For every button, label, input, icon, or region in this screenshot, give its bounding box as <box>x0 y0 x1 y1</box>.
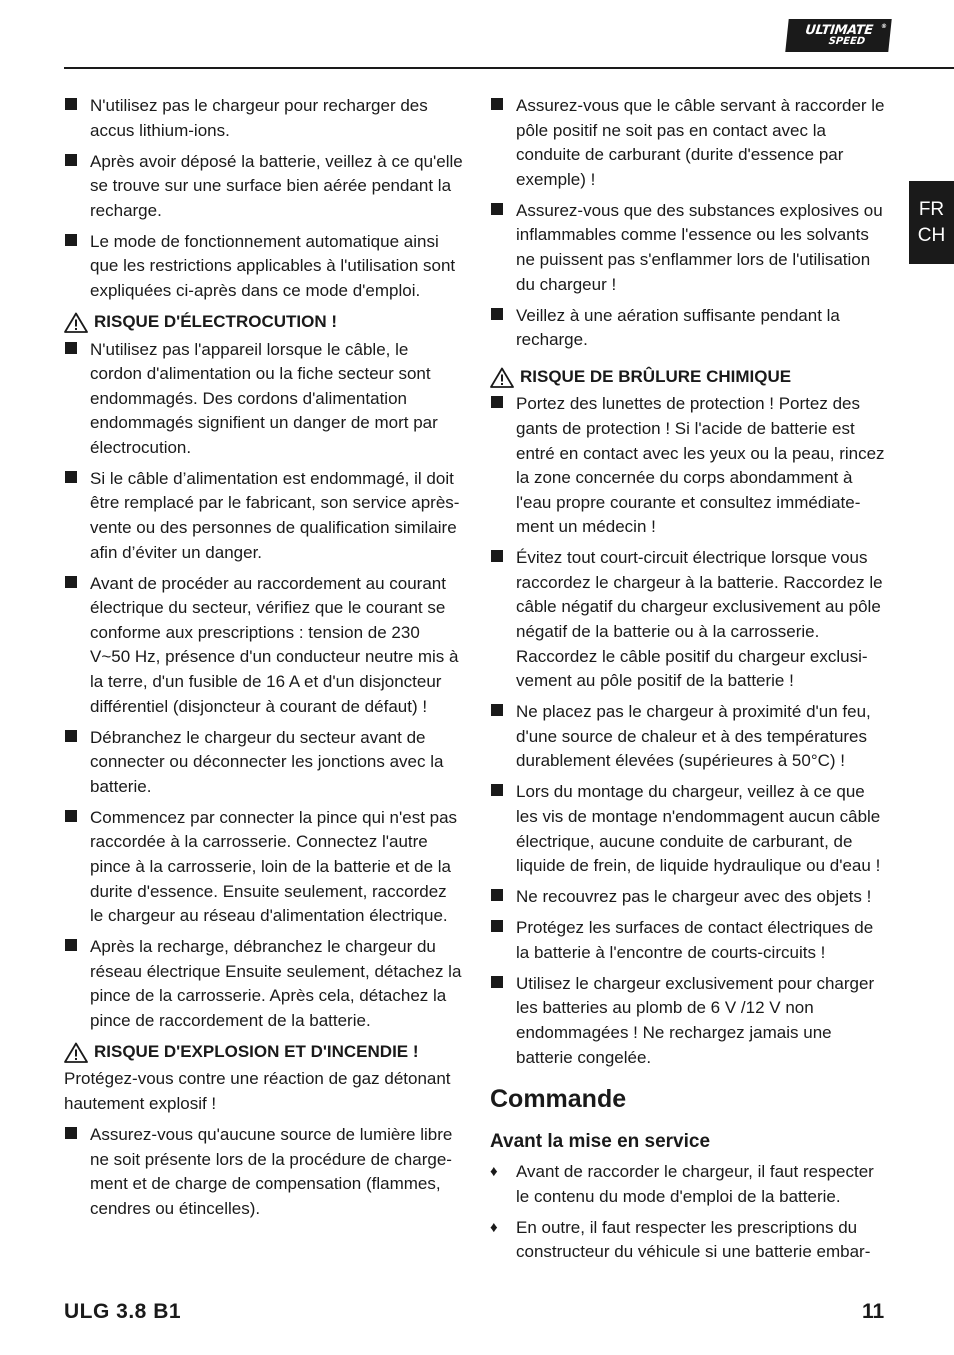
bullet-square-icon <box>65 154 77 166</box>
language-tab <box>909 181 954 264</box>
bullet-square-icon <box>65 576 77 588</box>
list-item: Le mode de fonctionnement automatique ainsi que les restrictions applicables à l'utilisation sont expliquées ci-après dans ce mode d'emploi. <box>64 230 464 304</box>
right-column <box>490 94 890 1271</box>
list-item: N'utilisez pas le chargeur pour recharger des accus lithium-ions. <box>64 94 464 143</box>
warning-triangle-icon <box>490 367 514 388</box>
bullet-square-icon <box>491 203 503 215</box>
header-divider <box>64 67 954 69</box>
list-item: ♦ En outre, il faut respecter les prescriptions du constructeur du véhicule si une batterie embar- <box>490 1217 871 1262</box>
list-item: Portez des lunettes de protection ! Portez des gants de protection ! Si l'acide de batterie est entré en contact avec les yeux ou la peau, rincez la zone concernée du corps abondamment à l'eau propre courante et consultez immédiate-ment un médecin ! <box>490 392 890 540</box>
bullet-square-icon <box>65 234 77 246</box>
list-item: Assurez-vous qu'aucune source de lumière libre ne soit présente lors de la procédure de charge-ment et de charge de compensation (flammes, cendres ou étincelles). <box>64 1123 464 1221</box>
bullet-square-icon <box>491 704 503 716</box>
section-title: Commande <box>490 1085 627 1114</box>
list-item: Après la recharge, débranchez le chargeur du réseau électrique Ensuite seulement, détachez la pince de la carrosserie. Après cela, détachez la pince de raccordement de la batterie. <box>64 935 464 1033</box>
list-item: Ne recouvrez pas le chargeur avec des objets ! <box>490 885 890 910</box>
bullet-square-icon <box>491 784 503 796</box>
subsection-title: Avant la mise en service <box>490 1131 711 1153</box>
list-item: N'utilisez pas l'appareil lorsque le câble, le cordon d'alimentation ou la fiche secteur sont endommagés. Des cordons d'alimentation endommagés signifient un danger de mort par électrocution. <box>64 338 464 461</box>
explosion-intro-text: Protégez-vous contre une réaction de gaz détonant hautement explosif ! <box>64 1069 451 1114</box>
list-item: Assurez-vous que le câble servant à raccorder le pôle positif ne soit pas en contact avec la conduite de carburant (durite d'essence par exemple) ! <box>490 94 890 192</box>
bullet-square-icon <box>65 730 77 742</box>
bullet-square-icon <box>65 1127 77 1139</box>
list-item: Protégez les surfaces de contact électriques de la batterie à l'encontre de courts-circuits ! <box>490 916 890 965</box>
list-item: Utilisez le chargeur exclusivement pour charger les batteries au plomb de 6 V /12 V non endommagées ! Ne rechargez jamais une batterie congelée. <box>490 972 890 1070</box>
list-item: Veillez à une aération suffisante pendant la recharge. <box>490 304 890 353</box>
list-item: Si le câble d’alimentation est endommagé, il doit être remplacé par le fabricant, son service après-vente ou des personnes de qualification similaire afin d’éviter un danger. <box>64 467 464 565</box>
footer-model-number: ULG 3.8 B1 <box>64 1300 182 1323</box>
bullet-square-icon <box>491 920 503 932</box>
warning-heading-explosion: RISQUE D'EXPLOSION ET D'INCENDIE ! <box>64 1040 464 1065</box>
logo-line1: ULTIMATE <box>804 23 874 38</box>
page-number: 11 <box>862 1300 885 1323</box>
list-item: Évitez tout court-circuit électrique lorsque vous raccordez le chargeur à la batterie. Raccordez le câble négatif du chargeur exclusivement au pôle négatif de la batterie ou à la carrosserie. Raccordez le câble positif du chargeur exclusi-vement au pôle positif de la batterie ! <box>490 546 890 694</box>
logo-trademark: ® <box>880 23 888 30</box>
bullet-square-icon <box>491 550 503 562</box>
bullet-square-icon <box>491 889 503 901</box>
list-item: Lors du montage du chargeur, veillez à ce que les vis de montage n'endommagent aucun câble électrique, aucune conduite de carburant, de liquide de frein, de liquide hydraulique ou d'eau ! <box>490 780 890 878</box>
list-item: Débranchez le chargeur du secteur avant de connecter ou déconnecter les jonctions avec la batterie. <box>64 726 464 800</box>
bullet-square-icon <box>65 98 77 110</box>
left-column <box>64 94 464 1228</box>
bullet-square-icon <box>65 342 77 354</box>
bullet-square-icon <box>491 308 503 320</box>
list-item: Après avoir déposé la batterie, veillez à ce qu'elle se trouve sur une surface bien aérée pendant la recharge. <box>64 150 464 224</box>
list-item: ♦ Avant de raccorder le chargeur, il faut respecter le contenu du mode d'emploi de la batterie. <box>490 1162 874 1206</box>
brand-logo <box>785 19 891 52</box>
list-item: Commencez par connecter la pince qui n'est pas raccordée à la carrosserie. Connectez l'autre pince à la carrosserie, loin de la batterie et de la durite d'essence. Ensuite seulement, raccordez le chargeur au réseau d'alimentation électrique. <box>64 806 464 929</box>
warning-heading-chemical: RISQUE DE BRÛLURE CHIMIQUE <box>490 365 890 390</box>
bullet-square-icon <box>65 939 77 951</box>
language-ch: CH <box>917 224 946 246</box>
bullet-square-icon <box>491 396 503 408</box>
bullet-square-icon <box>65 810 77 822</box>
warning-triangle-icon <box>64 312 88 333</box>
bullet-square-icon <box>491 98 503 110</box>
language-fr: FR <box>918 198 945 220</box>
diamond-bullet-icon: ♦ <box>490 1218 498 1236</box>
bullet-square-icon <box>65 471 77 483</box>
list-item: Ne placez pas le chargeur à proximité d'un feu, d'une source de chaleur et à des températures durablement élevées (supérieures à 50°C) ! <box>490 700 890 774</box>
diamond-bullet-icon: ♦ <box>490 1163 498 1181</box>
list-item: Avant de procéder au raccordement au courant électrique du secteur, vérifiez que le courant se conforme aux prescriptions : tension de 230 V~50 Hz, présence d'un conducteur neutre mis à la terre, d'un fusible de 16 A et d'un disjoncteur différentiel (disjoncteur à courant de défaut) ! <box>64 572 464 720</box>
warning-heading-electrocution: RISQUE D'ÉLECTROCUTION ! <box>64 310 464 335</box>
list-item: Assurez-vous que des substances explosives ou inflammables comme l'essence ou les solvants ne puissent pas s'enflammer lors de l'utilisation du chargeur ! <box>490 199 890 297</box>
bullet-square-icon <box>491 976 503 988</box>
warning-triangle-icon <box>64 1042 88 1063</box>
logo-line2: SPEED <box>828 36 866 47</box>
